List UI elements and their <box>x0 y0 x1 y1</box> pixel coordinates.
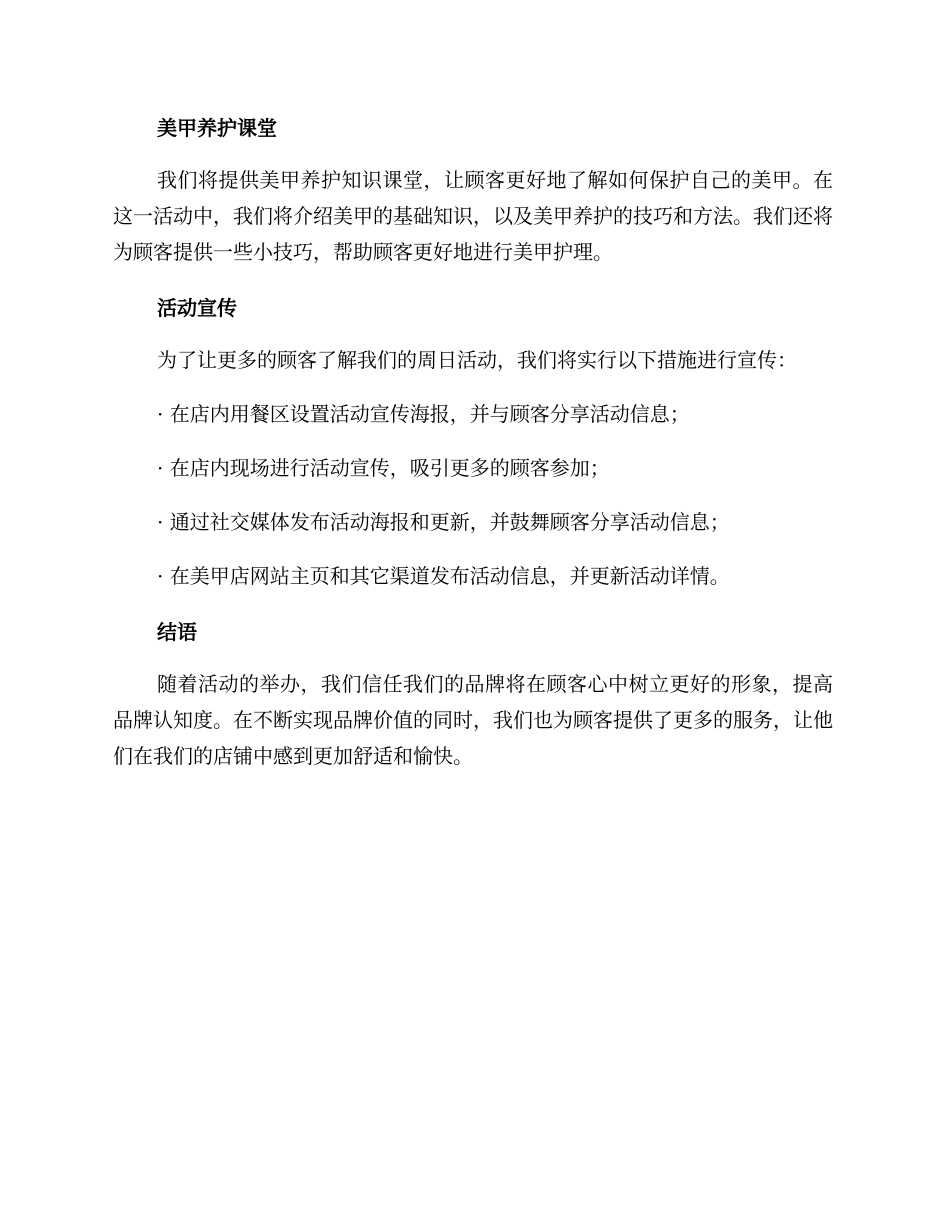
conclusion-paragraph: 随着活动的举办，我们信任我们的品牌将在顾客心中树立更好的形象，提高品牌认知度。在不断实现品牌价值的同时，我们也为顾客提供了更多的服务，让他们在我们的店铺中感到更加舒适和愉快。 <box>113 672 833 768</box>
document-body <box>113 108 833 792</box>
promotion-bullet-item: · 通过社交媒体发布活动海报和更新，并鼓舞顾客分享活动信息； <box>157 510 730 534</box>
section-heading-nail-care-class: 美甲养护课堂 <box>157 116 277 140</box>
promotion-bullet-item: · 在店内现场进行活动宣传，吸引更多的顾客参加； <box>157 456 610 480</box>
promotion-intro-paragraph: 为了让更多的顾客了解我们的周日活动，我们将实行以下措施进行宣传： <box>157 348 797 372</box>
section-heading-conclusion: 结语 <box>157 620 197 644</box>
promotion-bullet-item: · 在店内用餐区设置活动宣传海报，并与顾客分享活动信息； <box>157 402 690 426</box>
promotion-bullet-item: · 在美甲店网站主页和其它渠道发布活动信息，并更新活动详情。 <box>157 564 730 588</box>
section-heading-promotion: 活动宣传 <box>157 296 237 320</box>
nail-care-class-paragraph: 我们将提供美甲养护知识课堂，让顾客更好地了解如何保护自己的美甲。在这一活动中，我们将介绍美甲的基础知识，以及美甲养护的技巧和方法。我们还将为顾客提供一些小技巧，帮助顾客更好地进行美甲护理。 <box>113 168 833 264</box>
